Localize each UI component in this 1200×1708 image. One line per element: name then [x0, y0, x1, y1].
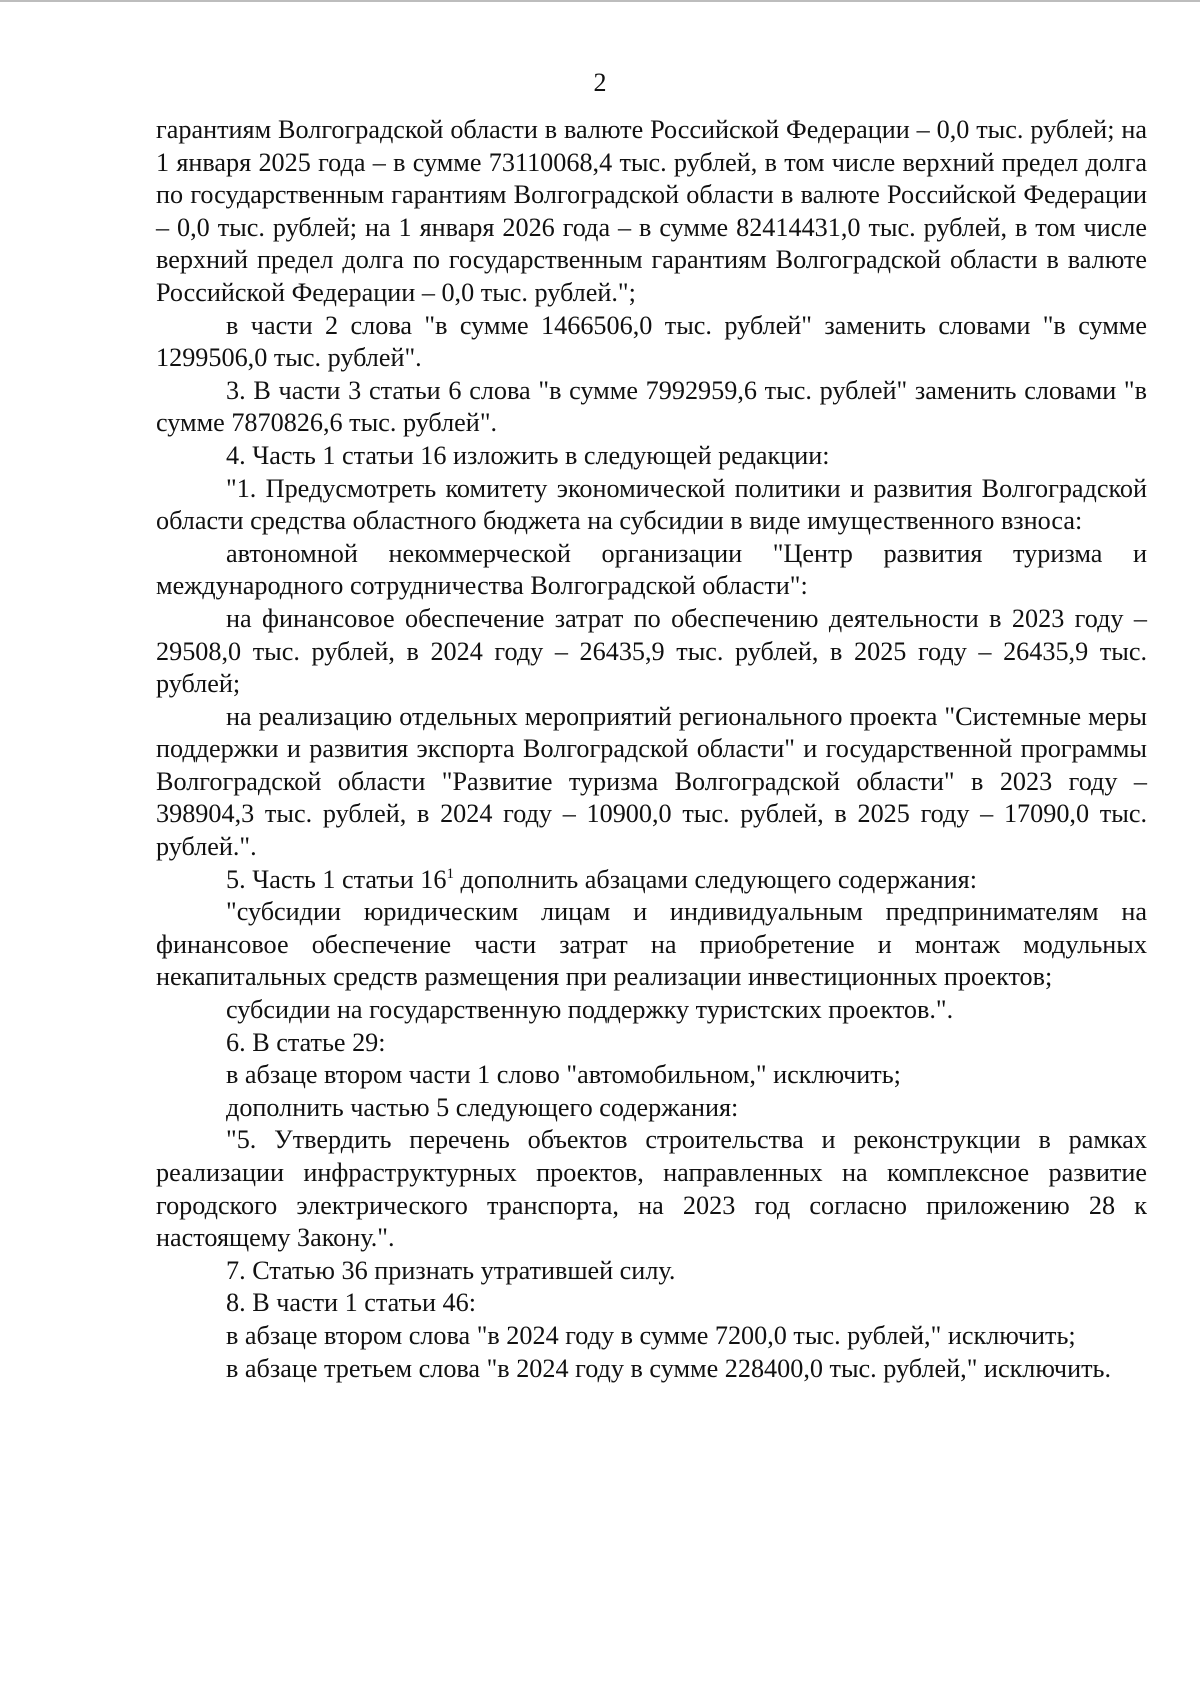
paragraph-item-7: 7. Статью 36 признать утратившей силу. — [226, 1255, 676, 1285]
document-body — [156, 114, 1147, 1385]
paragraph: "субсидии юридическим лицам и индивидуальным предпринимателям на финансовое обеспечение части затрат на приобретение и монтаж модульных некапитальных средств размещения при реализации инвестиционных проектов; — [156, 897, 1147, 992]
paragraph-item-3: 3. В части 3 статьи 6 слова "в сумме 7992959,6 тыс. рублей" заменить словами "в сумме 7870826,6 тыс. рублей". — [156, 375, 1147, 438]
paragraph: на финансовое обеспечение затрат по обеспечению деятельности в 2023 году – 29508,0 тыс. рублей, в 2024 году – 26435,9 тыс. рублей, в 2025 году – 26435,9 тыс. рублей; — [156, 603, 1147, 699]
paragraph-item-4: 4. Часть 1 статьи 16 изложить в следующей редакции: — [226, 440, 830, 470]
paragraph-item-5-text-end: дополнить абзацами следующего содержания: — [454, 864, 977, 894]
paragraph: субсидии на государственную поддержку туристских проектов.". — [226, 995, 954, 1025]
paragraph: "5. Утвердить перечень объектов строительства и реконструкции в рамках реализации инфраструктурных проектов, направленных на комплексное развитие городского электрического транспорта, на 2023 год согласно приложению 28 к настоящему Закону.". — [156, 1125, 1147, 1253]
paragraph-item-6: 6. В статье 29: — [226, 1027, 386, 1057]
paragraph: дополнить частью 5 следующего содержания: — [226, 1092, 739, 1122]
paragraph-item-8: 8. В части 1 статьи 46: — [226, 1288, 477, 1318]
paragraph-item-5-text: 5. Часть 1 статьи 16 — [226, 864, 447, 894]
paragraph: в абзаце третьем слова "в 2024 году в сумме 228400,0 тыс. рублей," исключить. — [226, 1353, 1112, 1383]
paragraph: автономной некоммерческой организации "Центр развития туризма и международного сотрудничества Волгоградской области": — [156, 538, 1147, 601]
paragraph: на реализацию отдельных мероприятий регионального проекта "Системные меры поддержки и развития экспорта Волгоградской области" и государственной программы Волгоградской области "Развитие туризма Волгоградской области" в 2023 году – 398904,3 тыс. рублей, в 2024 году – 10900,0 тыс. рублей, в 2025 году – 17090,0 тыс. рублей.". — [156, 701, 1147, 862]
paragraph: в части 2 слова "в сумме 1466506,0 тыс. рублей" заменить словами "в сумме 1299506,0 тыс. рублей". — [156, 310, 1147, 373]
scan-edge-line — [0, 0, 1200, 2]
paragraph: "1. Предусмотреть комитету экономической политики и развития Волгоградской области средства областного бюджета на субсидии в виде имущественного взноса: — [156, 473, 1147, 536]
page-number: 2 — [593, 68, 607, 97]
superscript: 1 — [446, 865, 454, 882]
paragraph-continuation: гарантиям Волгоградской области в валюте Российской Федерации – 0,0 тыс. рублей; на 1 января 2025 года – в сумме 73110068,4 тыс. рублей, в том числе верхний предел долга по государственным гарантиям Волгоградской области в валюте Российской Федерации – 0,0 тыс. рублей; на 1 января 2026 года – в сумме 82414431,0 тыс. рублей, в том числе верхний предел долга по государственным гарантиям Волгоградской области в валюте Российской Федерации – 0,0 тыс. рублей."; — [156, 115, 1147, 307]
paragraph-item-5 — [156, 864, 1147, 897]
paragraph: в абзаце втором части 1 слово "автомобильном," исключить; — [226, 1060, 901, 1090]
paragraph: в абзаце втором слова "в 2024 году в сумме 7200,0 тыс. рублей," исключить; — [226, 1320, 1076, 1350]
